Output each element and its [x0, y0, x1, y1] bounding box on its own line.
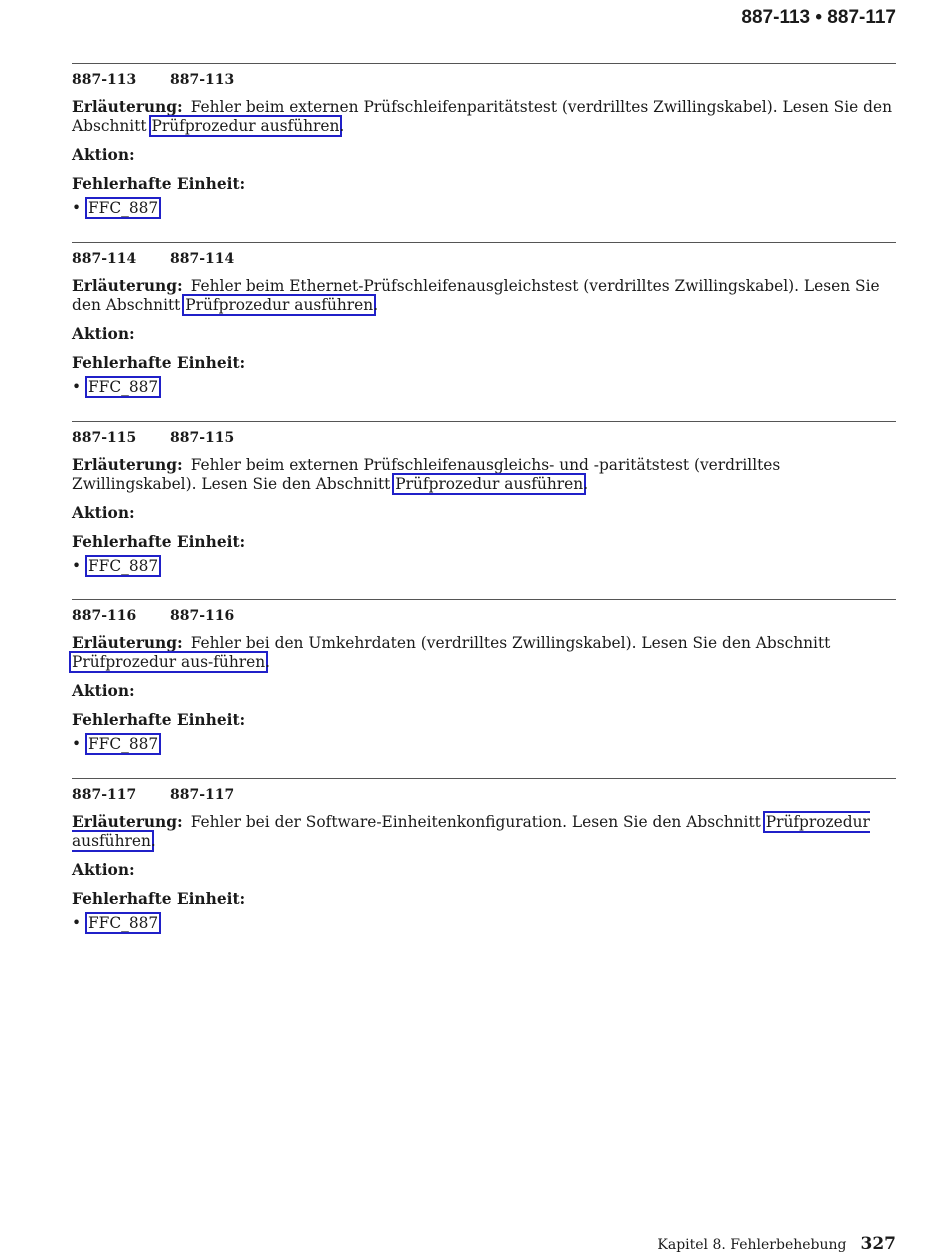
action-label: Aktion: — [72, 504, 135, 522]
explanation-paragraph — [72, 277, 896, 315]
explanation-paragraph — [72, 634, 896, 672]
error-code: 887-117 — [72, 787, 137, 803]
explanation-paragraph — [72, 813, 896, 851]
explanation-label: Erläuterung: — [72, 277, 183, 295]
list-item — [72, 557, 896, 576]
bullet-icon: • — [72, 378, 82, 396]
explanation-text: Fehler bei den Umkehrdaten (verdrilltes Zwillingskabel). Lesen Sie den Abschnitt — [190, 634, 831, 652]
chapter-title: Kapitel 8. Fehlerbehebung — [657, 1237, 847, 1253]
faulty-unit-label: Fehlerhafte Einheit: — [72, 175, 246, 193]
explanation-label: Erläuterung: — [72, 456, 183, 474]
explanation-text: Fehler bei der Software-Einheitenkonfiguration. Lesen Sie den Abschnitt — [190, 813, 766, 831]
action-label: Aktion: — [72, 861, 135, 879]
bullet-icon: • — [72, 735, 82, 753]
entry-heading — [72, 71, 896, 89]
punctuation: . — [150, 832, 156, 850]
explanation-paragraph — [72, 456, 896, 494]
error-entry — [72, 599, 896, 754]
error-code-secondary: 887-113 — [170, 72, 235, 88]
entry-heading — [72, 607, 896, 625]
unit-link[interactable]: FFC_887 — [85, 733, 161, 755]
error-code-secondary: 887-116 — [170, 608, 235, 624]
error-code: 887-114 — [72, 251, 137, 267]
action-label: Aktion: — [72, 325, 135, 343]
punctuation: . — [373, 296, 379, 314]
unit-link[interactable]: FFC_887 — [85, 912, 161, 934]
entry-heading — [72, 786, 896, 804]
error-entry — [72, 778, 896, 933]
faulty-unit-label: Fehlerhafte Einheit: — [72, 890, 246, 908]
running-head: 887-113 • 887-117 — [741, 7, 896, 28]
list-item — [72, 378, 896, 397]
error-code-secondary: 887-114 — [170, 251, 235, 267]
entry-heading — [72, 429, 896, 447]
bullet-icon: • — [72, 557, 82, 575]
bullet-icon: • — [72, 199, 82, 217]
list-item — [72, 199, 896, 218]
unit-link[interactable]: FFC_887 — [85, 555, 161, 577]
unit-link[interactable]: FFC_887 — [85, 197, 161, 219]
action-label: Aktion: — [72, 682, 135, 700]
explanation-text: Fehler beim Ethernet-Prüfschleifenausgleichstest (verdrilltes Zwillingskabel). Lesen Sie den Abschnitt — [72, 277, 880, 314]
unit-link[interactable]: FFC_887 — [85, 376, 161, 398]
list-item — [72, 914, 896, 933]
faulty-unit-label: Fehlerhafte Einheit: — [72, 711, 246, 729]
procedure-link[interactable]: Prüfprozedur aus-führen — [69, 651, 268, 673]
page-number: 327 — [860, 1234, 896, 1254]
error-entry — [72, 63, 896, 218]
error-entry — [72, 242, 896, 397]
faulty-unit-label: Fehlerhafte Einheit: — [72, 354, 246, 372]
procedure-link[interactable]: Prüfprozedur ausführen — [149, 115, 343, 137]
entry-heading — [72, 250, 896, 268]
explanation-label: Erläuterung: — [72, 98, 183, 116]
list-item — [72, 735, 896, 754]
punctuation: . — [339, 117, 345, 135]
punctuation: . — [583, 475, 589, 493]
procedure-link[interactable]: Prüfprozedur ausführen — [72, 813, 870, 850]
error-code: 887-113 — [72, 72, 137, 88]
explanation-label: Erläuterung: — [72, 634, 183, 652]
faulty-unit-label: Fehlerhafte Einheit: — [72, 533, 246, 551]
explanation-text: Fehler beim externen Prüfschleifenparitätstest (verdrilltes Zwillingskabel). Lesen Sie den Abschnitt — [72, 98, 892, 135]
procedure-link[interactable]: Prüfprozedur ausführen — [392, 473, 586, 495]
procedure-link[interactable]: Prüfprozedur ausführen — [182, 294, 376, 316]
action-label: Aktion: — [72, 146, 135, 164]
page-footer — [657, 1234, 896, 1254]
punctuation: . — [265, 653, 271, 671]
explanation-label: Erläuterung: — [72, 813, 183, 831]
error-code: 887-116 — [72, 608, 137, 624]
error-code: 887-115 — [72, 430, 137, 446]
error-entry — [72, 421, 896, 576]
error-code-secondary: 887-117 — [170, 787, 235, 803]
bullet-icon: • — [72, 914, 82, 932]
explanation-paragraph — [72, 98, 896, 136]
error-code-secondary: 887-115 — [170, 430, 235, 446]
explanation-text: Fehler beim externen Prüfschleifenausgleichs- und -paritätstest (verdrilltes Zwillingskabel). Lesen Sie den Abschnitt — [72, 456, 781, 493]
